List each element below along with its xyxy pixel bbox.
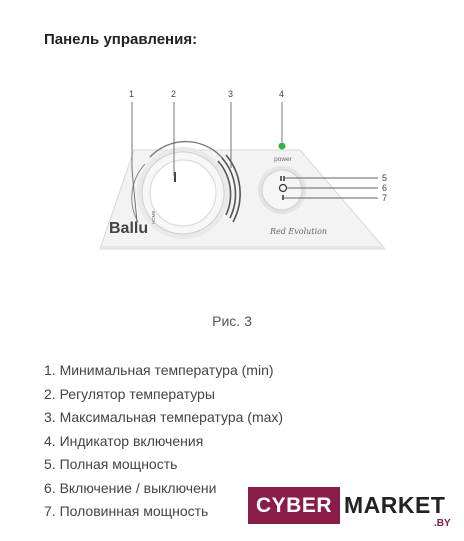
- power-indicator: [279, 143, 286, 150]
- callout-1: 1: [129, 89, 135, 99]
- legend-item-3: 3. Максимальная температура (max): [44, 409, 284, 425]
- series-name: Red Evolution: [270, 227, 328, 236]
- legend-item-6: 6. Включение / выключени: [44, 479, 217, 496]
- callout-5: 5: [382, 173, 388, 183]
- figure-caption: Рис. 3: [212, 313, 252, 329]
- callout-4: 4: [279, 89, 285, 99]
- callout-3: 3: [228, 89, 234, 99]
- callout-6: 6: [382, 183, 388, 193]
- watermark-part2: MARKET: [344, 492, 446, 518]
- watermark-logo: [248, 483, 460, 533]
- page-title: Панель управления:: [44, 31, 198, 48]
- power-switch: [258, 166, 306, 214]
- legend-item-2: 2. Регулятор температуры: [44, 385, 215, 402]
- callout-2: 2: [171, 89, 177, 99]
- legend-item-1: 1. Минимальная температура (min): [44, 362, 274, 378]
- legend-item-4: 4. Индикатор включения: [44, 432, 204, 449]
- legend-item-7: 7. Половинная мощность: [44, 503, 209, 519]
- watermark-part1: CYBER: [248, 487, 340, 524]
- callout-7: 7: [382, 193, 388, 203]
- watermark-suffix: .BY: [434, 518, 451, 529]
- brand-sub: HOME: [151, 210, 156, 224]
- legend-item-5: 5. Полная мощность: [44, 456, 178, 472]
- brand-logo: Ballu: [109, 220, 149, 237]
- power-label: power: [274, 156, 292, 163]
